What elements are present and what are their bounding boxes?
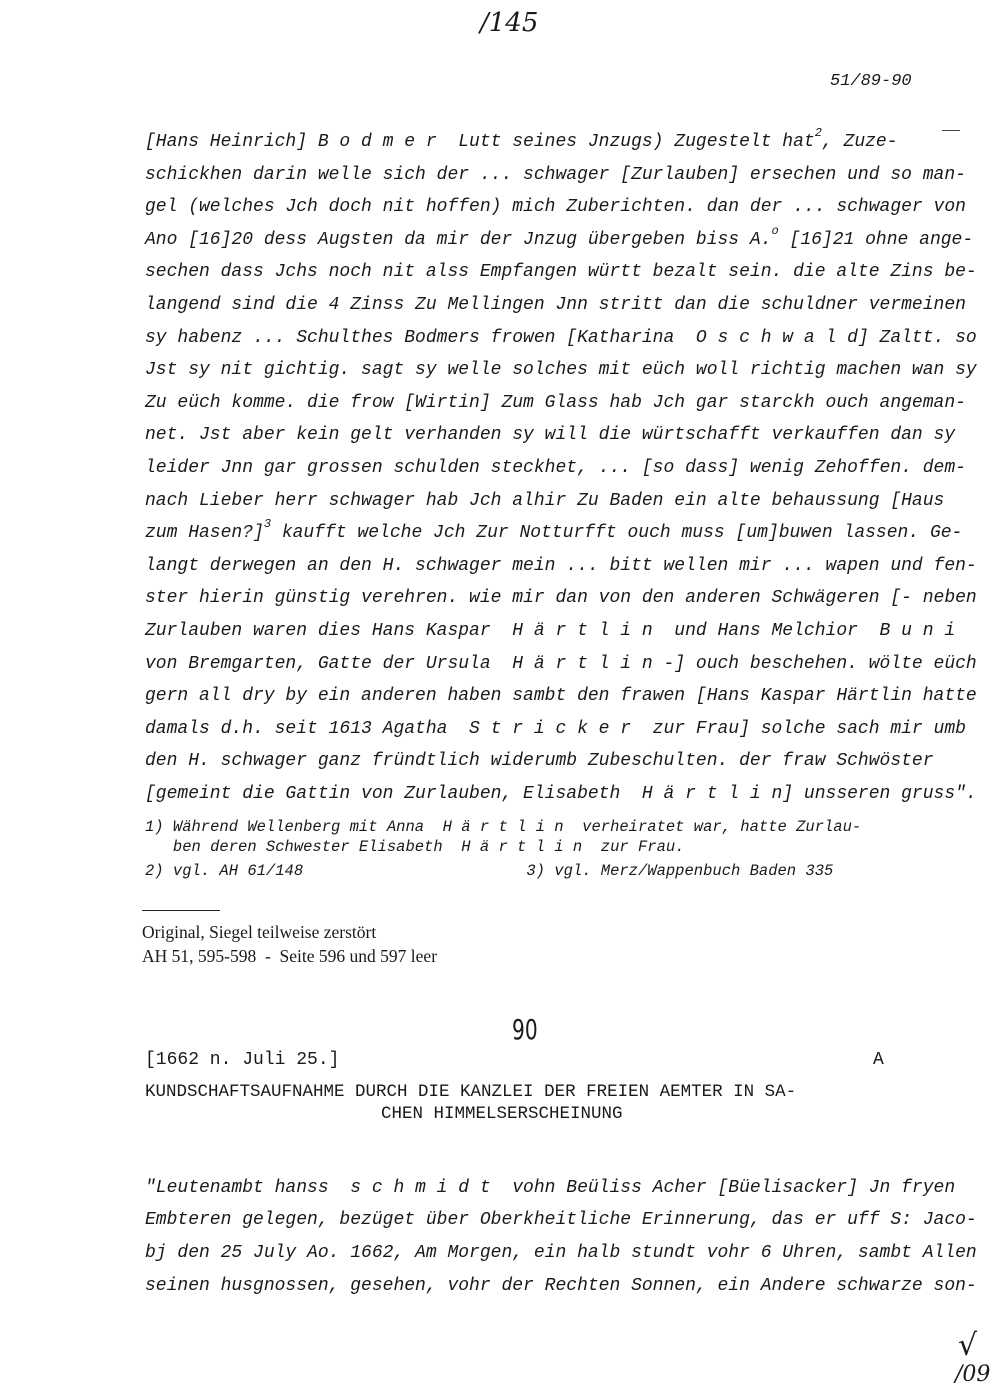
footnote-marker: 2 <box>814 126 822 140</box>
letter-line-text: Ano [16]20 dess Augsten da mir der Jnzug übergeben biss A. <box>145 229 772 250</box>
separator-rule <box>142 910 220 911</box>
letter-line-text-continued: kaufft welche Jch Zur Notturfft ouch muss [um]buwen lassen. Ge- <box>271 523 963 544</box>
document-type-marker: A <box>873 1050 884 1070</box>
letter-line-text: langend sind die 4 Zinss Zu Mellingen Jnn stritt dan die schuldner vermeinen <box>145 295 966 315</box>
letter-line <box>145 652 977 676</box>
letter-line-text: net. Jst aber kein gelt verhanden sy will die würtschafft verkauffen dan sy <box>145 425 956 446</box>
letter-line <box>145 456 966 480</box>
letter-line-text-continued: , Zuze- <box>821 132 898 152</box>
letter-line-text: sechen dass Jchs noch nit alss Empfangen württ bezalt sein. die alte Zins be- <box>145 262 977 283</box>
letter-line-text: gern all dry by ein anderen haben sambt den frawen [Hans Kaspar Härtlin hatte <box>145 686 977 707</box>
letter-line <box>145 358 977 382</box>
letter-line-text: ster hierin günstig verehren. wie mir dan von den anderen Schwägeren [- neben <box>145 588 977 609</box>
letter-line <box>145 223 974 252</box>
letter-line <box>145 517 963 545</box>
document-date: [1662 n. Juli 25.] <box>145 1050 340 1070</box>
quote-line: Embteren gelegen, bezüget über Oberkheitliche Erinnerung, das er uff S: Jaco- <box>145 1210 977 1230</box>
footnote-marker: 3 <box>263 517 272 532</box>
quote-line: seinen husgnossen, gesehen, vohr der Rechten Sonnen, ein Andere schwarze son- <box>145 1276 977 1296</box>
letter-line <box>145 684 977 708</box>
letter-line <box>145 423 955 447</box>
letter-line-text: schickhen darin welle sich der ... schwager [Zurlauben] ersechen und so man- <box>145 164 966 185</box>
letter-line <box>145 326 977 350</box>
letter-line <box>145 554 977 578</box>
letter-line <box>145 195 966 219</box>
letter-line <box>145 586 977 610</box>
letter-line <box>145 489 944 513</box>
archive-reference-line: AH 51, 595-598 - Seite 596 und 597 leer <box>142 946 438 966</box>
letter-line-text: den H. schwager ganz fründtlich widerumb Zubeschulten. der fraw Schwöster <box>145 751 934 772</box>
letter-line-text-continued: [16]21 ohne ange- <box>778 229 974 250</box>
footnote-marker: o <box>771 223 779 238</box>
letter-line-text: gel (welches Jch doch nit hoffen) mich Zuberichten. dan der ... schwager von <box>145 197 966 218</box>
handwritten-folio-number-bottom: /09 <box>955 1362 991 1387</box>
handwritten-check-mark: √ <box>958 1328 978 1363</box>
letter-line <box>145 391 966 415</box>
letter-line-text: zum Hasen?] <box>145 523 264 544</box>
letter-line <box>145 717 966 741</box>
letter-line <box>145 126 898 154</box>
letter-line <box>145 749 934 773</box>
letter-line <box>145 782 977 806</box>
footnote-1-continued: ben deren Schwester Elisabeth H ä r t l i n zur Frau. <box>145 838 685 856</box>
quote-line: "Leutenambt hanss s c h m i d t vohn Beüliss Acher [Büelisacker] Jn fryen <box>145 1178 956 1198</box>
letter-line-text: damals d.h. seit 1613 Agatha S t r i c k e r zur Frau] solche sach mir umb <box>145 718 966 739</box>
letter-line <box>145 163 966 187</box>
document-number: 90 <box>512 1013 538 1046</box>
letter-line <box>145 293 966 317</box>
handwritten-folio-number: /145 <box>480 8 539 38</box>
letter-line <box>145 260 977 284</box>
quote-line: bj den 25 July Ao. 1662, Am Morgen, ein halb stundt vohr 6 Uhren, sambt Allen <box>145 1243 977 1263</box>
letter-line-text: Jst sy nit gichtig. sagt sy welle solches mit eüch woll richtig machen wan sy <box>145 360 977 381</box>
document-title-line-1: KUNDSCHAFTSAUFNAHME DURCH DIE KANZLEI DER FREIEN AEMTER IN SA- <box>145 1082 797 1102</box>
footnote-2-3: 2) vgl. AH 61/148 3) vgl. Merz/Wappenbuch Baden 335 <box>145 862 834 880</box>
document-reference: 51/89-90 <box>830 72 912 91</box>
letter-line-text: nach Lieber herr schwager hab Jch alhir Zu Baden ein alte behaussung [Haus <box>145 490 945 511</box>
letter-line-text: [gemeint die Gattin von Zurlauben, Elisabeth H ä r t l i n] unsseren gruss". <box>145 784 977 804</box>
letter-line-text: sy habenz ... Schulthes Bodmers frowen [Katharina O s c h w a l d] Zaltt. so <box>145 327 977 348</box>
margin-dash <box>942 130 960 131</box>
letter-line-text: Zu eüch komme. die frow [Wirtin] Zum Glass hab Jch gar starckh ouch angeman- <box>145 392 966 413</box>
letter-line <box>145 619 955 643</box>
letter-line-text: leider Jnn gar grossen schulden steckhet, ... [so dass] wenig Zehoffen. dem- <box>145 458 966 478</box>
letter-line-text: Zurlauben waren dies Hans Kaspar H ä r t l i n und Hans Melchior B u n i <box>145 621 956 641</box>
footnote-1: 1) Während Wellenberg mit Anna H ä r t l i n verheiratet war, hatte Zurlau- <box>145 818 862 836</box>
document-title-line-2: CHEN HIMMELSERSCHEINUNG <box>381 1104 623 1124</box>
letter-line-text: langt derwegen an den H. schwager mein ... bitt wellen mir ... wapen und fen- <box>145 555 977 576</box>
letter-line-text: von Bremgarten, Gatte der Ursula H ä r t l i n -] ouch beschehen. wölte eüch <box>145 653 977 674</box>
letter-line-text: [Hans Heinrich] B o d m e r Lutt seines Jnzugs) Zugestelt hat <box>145 132 815 152</box>
original-note-line: Original, Siegel teilweise zerstört <box>142 922 377 942</box>
